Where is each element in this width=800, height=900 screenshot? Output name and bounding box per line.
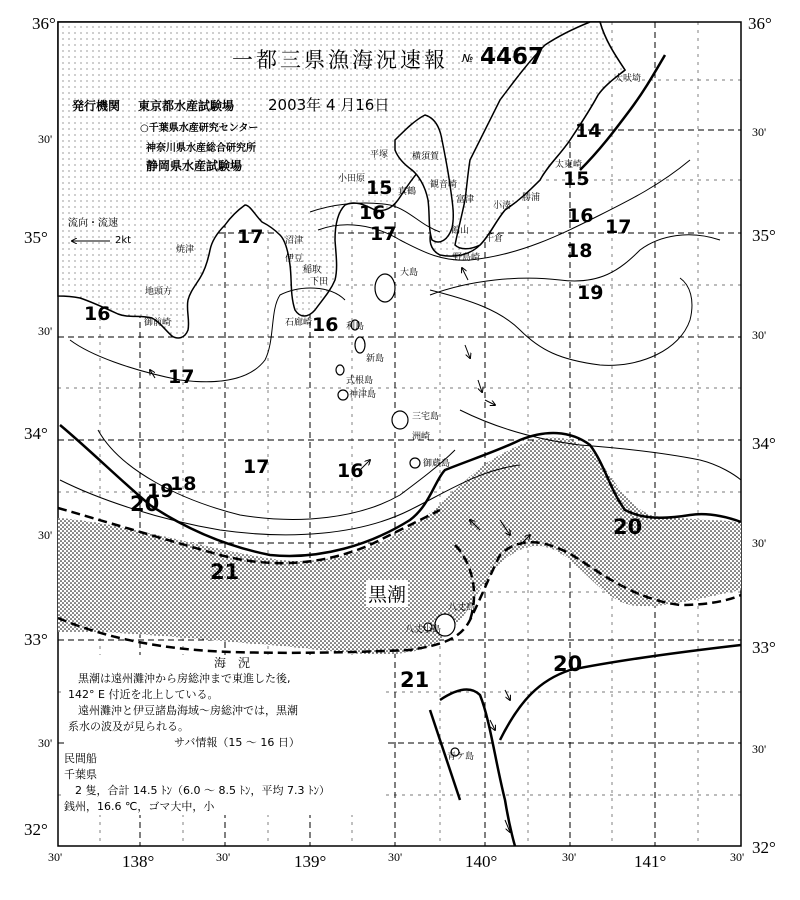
place-label: 御蔵島 — [423, 459, 451, 469]
isotherm-label: 15 — [563, 168, 590, 190]
issue-date: 2003年 4 月16日 — [268, 96, 390, 114]
place-label: 沼津 — [285, 236, 304, 246]
place-label: 焼津 — [176, 245, 195, 255]
lat-right-label: 33° — [752, 638, 776, 657]
lat-left-label: 30' — [38, 132, 53, 146]
isotherm-label: 14 — [575, 120, 602, 142]
legend-title: 流向・流速 — [68, 218, 118, 229]
place-label: 御前崎 — [144, 318, 172, 328]
notes-line: 黒潮は遠州灘沖から房総沖まで東進した後, — [78, 672, 291, 685]
lat-left-label: 33° — [24, 630, 48, 649]
place-label: 野島崎 — [453, 253, 481, 263]
lat-left-32: 32° — [24, 820, 48, 839]
sea-condition-notes — [64, 655, 384, 815]
isotherm-label: 18 — [566, 240, 593, 262]
isotherm-label: 21 — [210, 560, 240, 584]
isotherm-label: 19 — [577, 282, 604, 304]
issue-number: 4467 — [480, 44, 545, 70]
lat-right-label: 35° — [752, 226, 776, 245]
place-label: 神津島 — [349, 390, 377, 400]
lon-bottom-label: 140° — [465, 852, 498, 871]
notes-line: 遠州灘沖と伊豆諸島海域～房総沖では，黒潮 — [78, 704, 298, 717]
place-label: 真鶴 — [398, 187, 417, 197]
lat-right-label: 30' — [752, 328, 767, 342]
place-label: 新島 — [366, 354, 385, 364]
mackerel-line: 銭州，16.6 ℃，ゴマ大中，小 — [64, 800, 215, 813]
place-label: 平塚 — [370, 150, 389, 160]
lon-bottom-label: 141° — [634, 852, 667, 871]
place-label: 三宅島 — [412, 412, 440, 422]
isotherm-label: 17 — [370, 223, 397, 245]
isotherm-label: 16 — [359, 202, 386, 224]
lon-bottom-label: 138° — [122, 852, 155, 871]
place-label: 大島 — [400, 268, 419, 278]
place-label: 勝浦 — [522, 193, 541, 203]
place-label: 大吠埼 — [614, 74, 642, 84]
lon-bottom-label: 30' — [216, 850, 231, 864]
lon-bottom-label: 30' — [562, 850, 577, 864]
mackerel-heading: サバ情報（15 ～ 16 日） — [174, 736, 300, 749]
lat-right-label: 30' — [752, 536, 767, 550]
place-label: 石廊崎 — [285, 318, 313, 328]
issuer-line: ○千葉県水産研究センター — [140, 123, 259, 134]
notes-heading: 海 況 — [214, 656, 251, 670]
place-label: 青ケ島 — [447, 752, 475, 762]
place-label: 小田原 — [338, 174, 366, 184]
isotherm-label: 19 — [147, 480, 174, 502]
place-label: 八丈島 — [448, 603, 476, 613]
lat-right-label: 34° — [752, 434, 776, 453]
place-label: 地頭方 — [145, 287, 173, 297]
notes-line: 系水の波及が見られる。 — [68, 720, 189, 733]
isotherm-label: 15 — [366, 177, 393, 199]
lat-right-label: 30' — [752, 742, 767, 756]
lat-left-label: 34° — [24, 424, 48, 443]
corner-top-right: 36° — [748, 14, 772, 33]
isotherm-label: 16 — [337, 460, 364, 482]
isotherm-label: 18 — [170, 473, 197, 495]
lat-right-label: 30' — [752, 125, 767, 139]
kuroshio-band — [58, 437, 741, 654]
isotherm-label: 17 — [168, 366, 195, 388]
isotherm-label: 17 — [605, 216, 632, 238]
place-label: 館山 — [451, 226, 470, 236]
place-label: 八丈小島 — [405, 625, 442, 635]
place-label: 稲取 — [303, 265, 322, 275]
lat-left-label: 30' — [38, 528, 53, 542]
notes-line: 142° E 付近を北上している。 — [68, 688, 219, 701]
place-label: 伊豆 — [285, 254, 304, 264]
place-label: 千倉 — [485, 234, 504, 244]
isotherm-label: 17 — [243, 456, 270, 478]
issue-prefix: № — [462, 52, 474, 65]
mackerel-line: 2 隻，合計 14.5 ﾄﾝ（6.0 ～ 8.5 ﾄﾝ，平均 7.3 ﾄﾝ） — [64, 784, 330, 797]
lon-bottom-label: 30' — [388, 850, 403, 864]
place-label: 横須賀 — [412, 152, 440, 162]
place-label: 式根島 — [346, 376, 374, 386]
isotherm-label: 16 — [312, 314, 339, 336]
lat-left-label: 30' — [38, 324, 53, 338]
map-title: 一都三県漁海況速報 — [232, 48, 448, 72]
isotherm-label: 21 — [400, 668, 430, 692]
lon-bottom-label: 30' — [730, 850, 745, 864]
kuroshio-label: 黒潮 — [366, 580, 408, 607]
isotherm-label: 20 — [613, 515, 643, 539]
issuer-line: 東京都水産試験場 — [138, 99, 235, 113]
lon-bottom-label: 30' — [48, 850, 63, 864]
corner-top-left: 36° — [32, 14, 56, 33]
corner-bottom-right: 32° — [752, 838, 776, 857]
mackerel-line: 民間船 — [64, 752, 97, 765]
lon-bottom-label: 139° — [294, 852, 327, 871]
isotherm-label: 20 — [553, 652, 583, 676]
issuer-line: 神奈川県水産総合研究所 — [146, 143, 256, 154]
place-label: 太東崎 — [555, 160, 583, 170]
lat-left-label: 30' — [38, 736, 53, 750]
place-label: 下田 — [310, 277, 329, 287]
isotherm-label: 20 — [130, 492, 160, 516]
mackerel-line: 千葉県 — [64, 768, 97, 781]
place-label: 富津 — [456, 195, 475, 205]
isotherm-label: 17 — [237, 226, 264, 248]
place-label: 観音崎 — [430, 180, 458, 190]
isotherm-label: 16 — [567, 205, 594, 227]
issuer-label: 発行機関 — [72, 99, 121, 113]
isotherm-label: 16 — [84, 303, 111, 325]
place-label: 小湊 — [493, 201, 512, 211]
place-label: 利島 — [346, 322, 365, 332]
issuer-line: 静岡県水産試験場 — [146, 159, 243, 173]
place-label: 洲崎 — [412, 432, 431, 442]
lat-left-label: 35° — [24, 228, 48, 247]
legend-scale: 2kt — [115, 235, 132, 246]
